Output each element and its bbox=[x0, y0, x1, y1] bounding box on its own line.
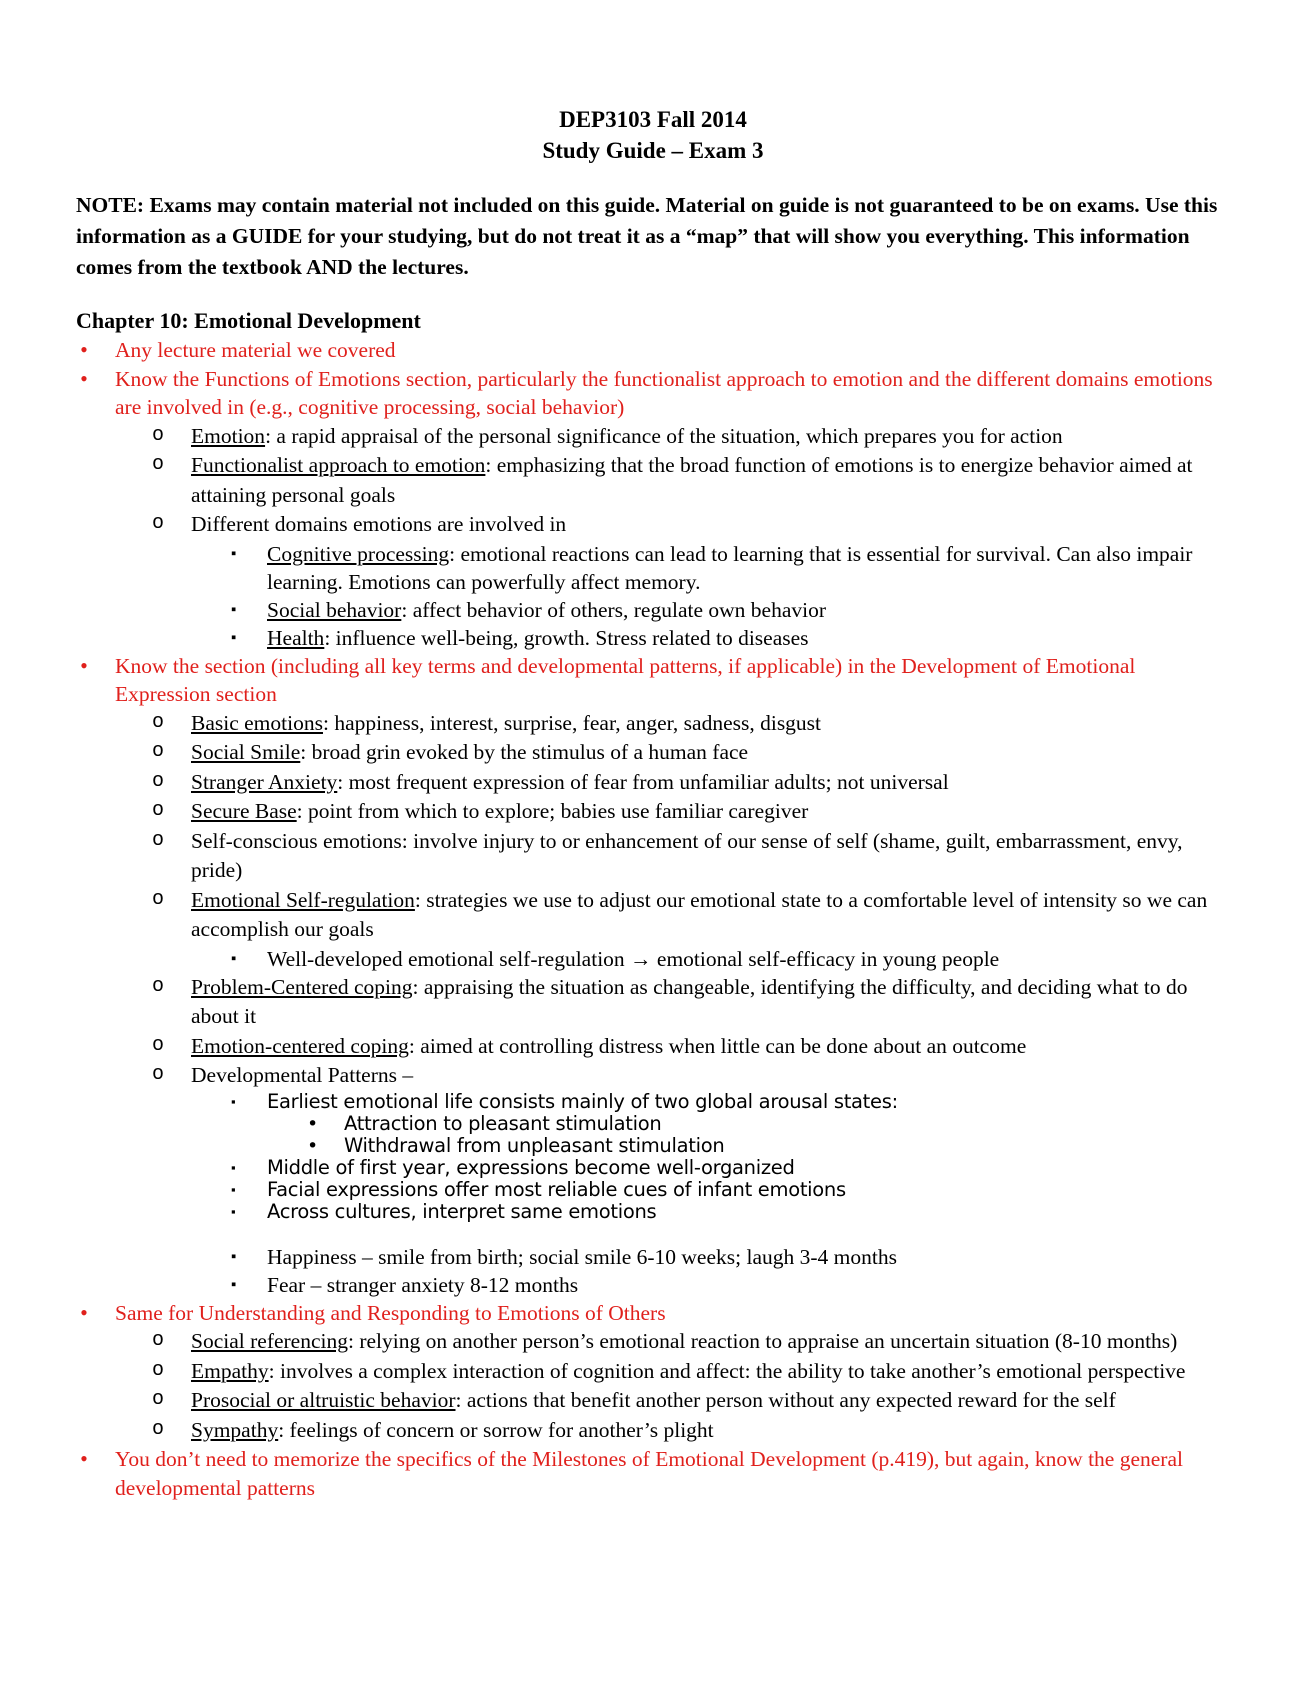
item-text: Earliest emotional life consists mainly of two global arousal states: bbox=[267, 1089, 898, 1113]
sub-item bbox=[76, 797, 1236, 827]
sub-item bbox=[76, 738, 1236, 768]
item-text: Developmental Patterns – bbox=[191, 1063, 414, 1087]
sub-item bbox=[76, 422, 1236, 452]
definition: : feelings of concern or sorrow for another’s plight bbox=[278, 1417, 714, 1442]
definition: : broad grin evoked by the stimulus of a human face bbox=[300, 740, 749, 764]
sub-item bbox=[76, 1386, 1236, 1416]
circle-bullet-icon: o bbox=[152, 974, 165, 998]
definition: : affect behavior of others, regulate own behavior bbox=[401, 597, 827, 622]
key-term: Problem-Centered coping bbox=[191, 974, 413, 999]
red-bullet-item bbox=[76, 1299, 1236, 1328]
key-term: Cognitive processing bbox=[267, 541, 450, 566]
square-bullet-icon: ▪ bbox=[231, 1159, 236, 1175]
key-term: Basic emotions bbox=[191, 710, 323, 735]
circle-bullet-icon: o bbox=[152, 512, 165, 535]
item-text: Withdrawal from unpleasant stimulation bbox=[344, 1133, 725, 1157]
sub-sub-item bbox=[76, 1179, 1236, 1201]
definition: : most frequent expression of fear from unfamiliar adults; not universal bbox=[337, 769, 949, 794]
key-term: Social behavior bbox=[267, 597, 402, 622]
square-bullet-icon: ▪ bbox=[231, 1248, 237, 1265]
red-bullet-item bbox=[76, 652, 1236, 709]
sub-item bbox=[76, 1032, 1236, 1062]
item-text: Well-developed emotional self-regulation → emotional self-efficacy in young people bbox=[267, 946, 1000, 971]
square-bullet-icon: ▪ bbox=[231, 950, 237, 967]
definition: : aimed at controlling distress when little can be done about an outcome bbox=[408, 1033, 1027, 1058]
definition: : involves a complex interaction of cognition and affect: the ability to take another’s emotional perspective bbox=[268, 1358, 1186, 1383]
square-bullet-icon: ▪ bbox=[231, 1276, 237, 1293]
sub-sub-item bbox=[76, 624, 1236, 652]
sub-item bbox=[76, 1327, 1236, 1357]
sub-item bbox=[76, 827, 1236, 886]
red-bullet-item bbox=[76, 365, 1236, 422]
key-term: Emotion bbox=[191, 423, 266, 448]
sub-item bbox=[76, 973, 1236, 1032]
sub-item bbox=[76, 1416, 1236, 1446]
circle-bullet-icon: o bbox=[152, 423, 165, 447]
bullet-icon: • bbox=[80, 652, 88, 678]
definition: : a rapid appraisal of the personal significance of the situation, which prepares you for action bbox=[265, 423, 1063, 448]
sub-item bbox=[76, 768, 1236, 798]
circle-bullet-icon: o bbox=[152, 453, 165, 476]
sub-item bbox=[76, 709, 1236, 739]
spacer bbox=[76, 1223, 1236, 1243]
sub-sub-item bbox=[76, 1157, 1236, 1179]
note-paragraph: NOTE: Exams may contain material not included on this guide. Material on guide is not guaranteed to be on exams. Use this information as a GUIDE for your studying, but do not treat it as a “map” that will show you everything. This information comes from the textbook AND the lectures. bbox=[76, 193, 1218, 279]
key-term: Sympathy bbox=[191, 1417, 279, 1442]
key-term: Secure Base bbox=[191, 799, 297, 823]
red-bullet-item bbox=[76, 1445, 1236, 1502]
sub-item bbox=[76, 886, 1236, 945]
bullet-text: Same for Understanding and Responding to Emotions of Others bbox=[115, 1300, 666, 1325]
circle-bullet-icon: o bbox=[152, 1329, 165, 1352]
sub-sub-sub-item bbox=[76, 1113, 1236, 1135]
red-bullet-item bbox=[76, 336, 1236, 365]
bullet-icon: • bbox=[80, 337, 88, 362]
sub-sub-item bbox=[76, 1243, 1236, 1271]
circle-bullet-icon: o bbox=[152, 1033, 165, 1057]
dot-bullet-icon: • bbox=[307, 1134, 318, 1157]
key-term: Emotional Self-regulation bbox=[191, 887, 415, 912]
circle-bullet-icon: o bbox=[152, 769, 165, 793]
definition: : point from which to explore; babies use familiar caregiver bbox=[296, 799, 809, 823]
sub-sub-item bbox=[76, 596, 1236, 624]
square-bullet-icon: ▪ bbox=[231, 629, 237, 646]
sub-sub-item bbox=[76, 1201, 1236, 1223]
circle-bullet-icon: o bbox=[152, 799, 165, 822]
sub-sub-item bbox=[76, 945, 1236, 973]
item-text: Happiness – smile from birth; social smile 6-10 weeks; laugh 3-4 months bbox=[267, 1244, 897, 1269]
document-header bbox=[0, 104, 1306, 166]
sub-item bbox=[76, 1357, 1236, 1387]
circle-bullet-icon: o bbox=[152, 828, 165, 852]
circle-bullet-icon: o bbox=[152, 710, 165, 734]
bullet-text: Know the section (including all key terms and developmental patterns, if applicable) in the Development of Emotional Expression section bbox=[115, 653, 1136, 706]
sub-sub-item bbox=[76, 540, 1236, 596]
definition: : relying on another person’s emotional reaction to appraise an uncertain situation (8-10 months) bbox=[348, 1329, 1178, 1353]
document-title: DEP3103 Fall 2014 bbox=[559, 107, 747, 132]
bullet-text: Know the Functions of Emotions section, particularly the functionalist approach to emotion and the different domains emotions are involved in (e.g., cognitive processing, social behavior) bbox=[115, 366, 1213, 419]
bullet-icon: • bbox=[80, 1446, 88, 1471]
key-term: Stranger Anxiety bbox=[191, 769, 338, 794]
item-text: Middle of first year, expressions become well-organized bbox=[267, 1155, 795, 1179]
bullet-text: Any lecture material we covered bbox=[115, 338, 396, 362]
chapter-heading: Chapter 10: Emotional Development bbox=[76, 308, 421, 333]
dot-bullet-icon: • bbox=[307, 1112, 318, 1135]
square-bullet-icon: ▪ bbox=[231, 1181, 236, 1197]
circle-bullet-icon: o bbox=[152, 1358, 165, 1382]
chapter-section bbox=[76, 306, 1236, 1502]
circle-bullet-icon: o bbox=[152, 740, 165, 763]
key-term: Health bbox=[267, 625, 325, 650]
definition: : strategies we use to adjust our emotional state to a comfortable level of intensity so we can accomplish our goals bbox=[191, 887, 1208, 941]
definition: : actions that benefit another person without any expected reward for the self bbox=[455, 1388, 1116, 1412]
circle-bullet-icon: o bbox=[152, 1417, 165, 1441]
sub-sub-item bbox=[76, 1091, 1236, 1113]
item-text: Self-conscious emotions: involve injury to or enhancement of our sense of self (shame, guilt, embarrassment, envy, pride) bbox=[191, 828, 1183, 882]
item-text: Attraction to pleasant stimulation bbox=[344, 1111, 662, 1135]
bullet-icon: • bbox=[80, 365, 88, 391]
definition: : emphasizing that the broad function of emotions is to energize behavior aimed at attaining personal goals bbox=[191, 453, 1193, 507]
sub-sub-sub-item bbox=[76, 1135, 1236, 1157]
item-text: Facial expressions offer most reliable cues of infant emotions bbox=[267, 1177, 846, 1201]
definition: : happiness, interest, surprise, fear, anger, sadness, disgust bbox=[322, 710, 822, 735]
sub-item bbox=[76, 1061, 1236, 1091]
key-term: Empathy bbox=[191, 1358, 269, 1383]
definition: : appraising the situation as changeable, identifying the difficulty, and deciding what to do about it bbox=[191, 974, 1188, 1028]
square-bullet-icon: ▪ bbox=[231, 1203, 236, 1219]
bullet-icon: • bbox=[80, 1299, 88, 1325]
definition: : emotional reactions can lead to learning that is essential for survival. Can also impair learning. Emotions can powerfully affect memory. bbox=[267, 541, 1193, 594]
sub-item bbox=[76, 451, 1236, 510]
sub-item bbox=[76, 510, 1236, 540]
item-text: Different domains emotions are involved in bbox=[191, 512, 567, 536]
key-term: Social Smile bbox=[191, 740, 301, 764]
square-bullet-icon: ▪ bbox=[231, 545, 237, 562]
key-term: Emotion-centered coping bbox=[191, 1033, 409, 1058]
bullet-text: You don’t need to memorize the specifics of the Milestones of Emotional Development (p.419), but again, know the general developmental patterns bbox=[115, 1447, 1183, 1500]
circle-bullet-icon: o bbox=[152, 1388, 165, 1411]
key-term: Functionalist approach to emotion bbox=[191, 453, 486, 477]
definition: : influence well-being, growth. Stress related to diseases bbox=[324, 625, 809, 650]
circle-bullet-icon: o bbox=[152, 887, 165, 911]
key-term: Prosocial or altruistic behavior bbox=[191, 1388, 456, 1412]
item-text: Fear – stranger anxiety 8-12 months bbox=[267, 1272, 579, 1297]
item-text: Across cultures, interpret same emotions bbox=[267, 1199, 657, 1223]
document-subtitle: Study Guide – Exam 3 bbox=[542, 138, 764, 163]
circle-bullet-icon: o bbox=[152, 1063, 165, 1086]
square-bullet-icon: ▪ bbox=[231, 1093, 236, 1109]
sub-sub-item bbox=[76, 1271, 1236, 1299]
square-bullet-icon: ▪ bbox=[231, 601, 237, 618]
key-term: Social referencing bbox=[191, 1329, 348, 1353]
